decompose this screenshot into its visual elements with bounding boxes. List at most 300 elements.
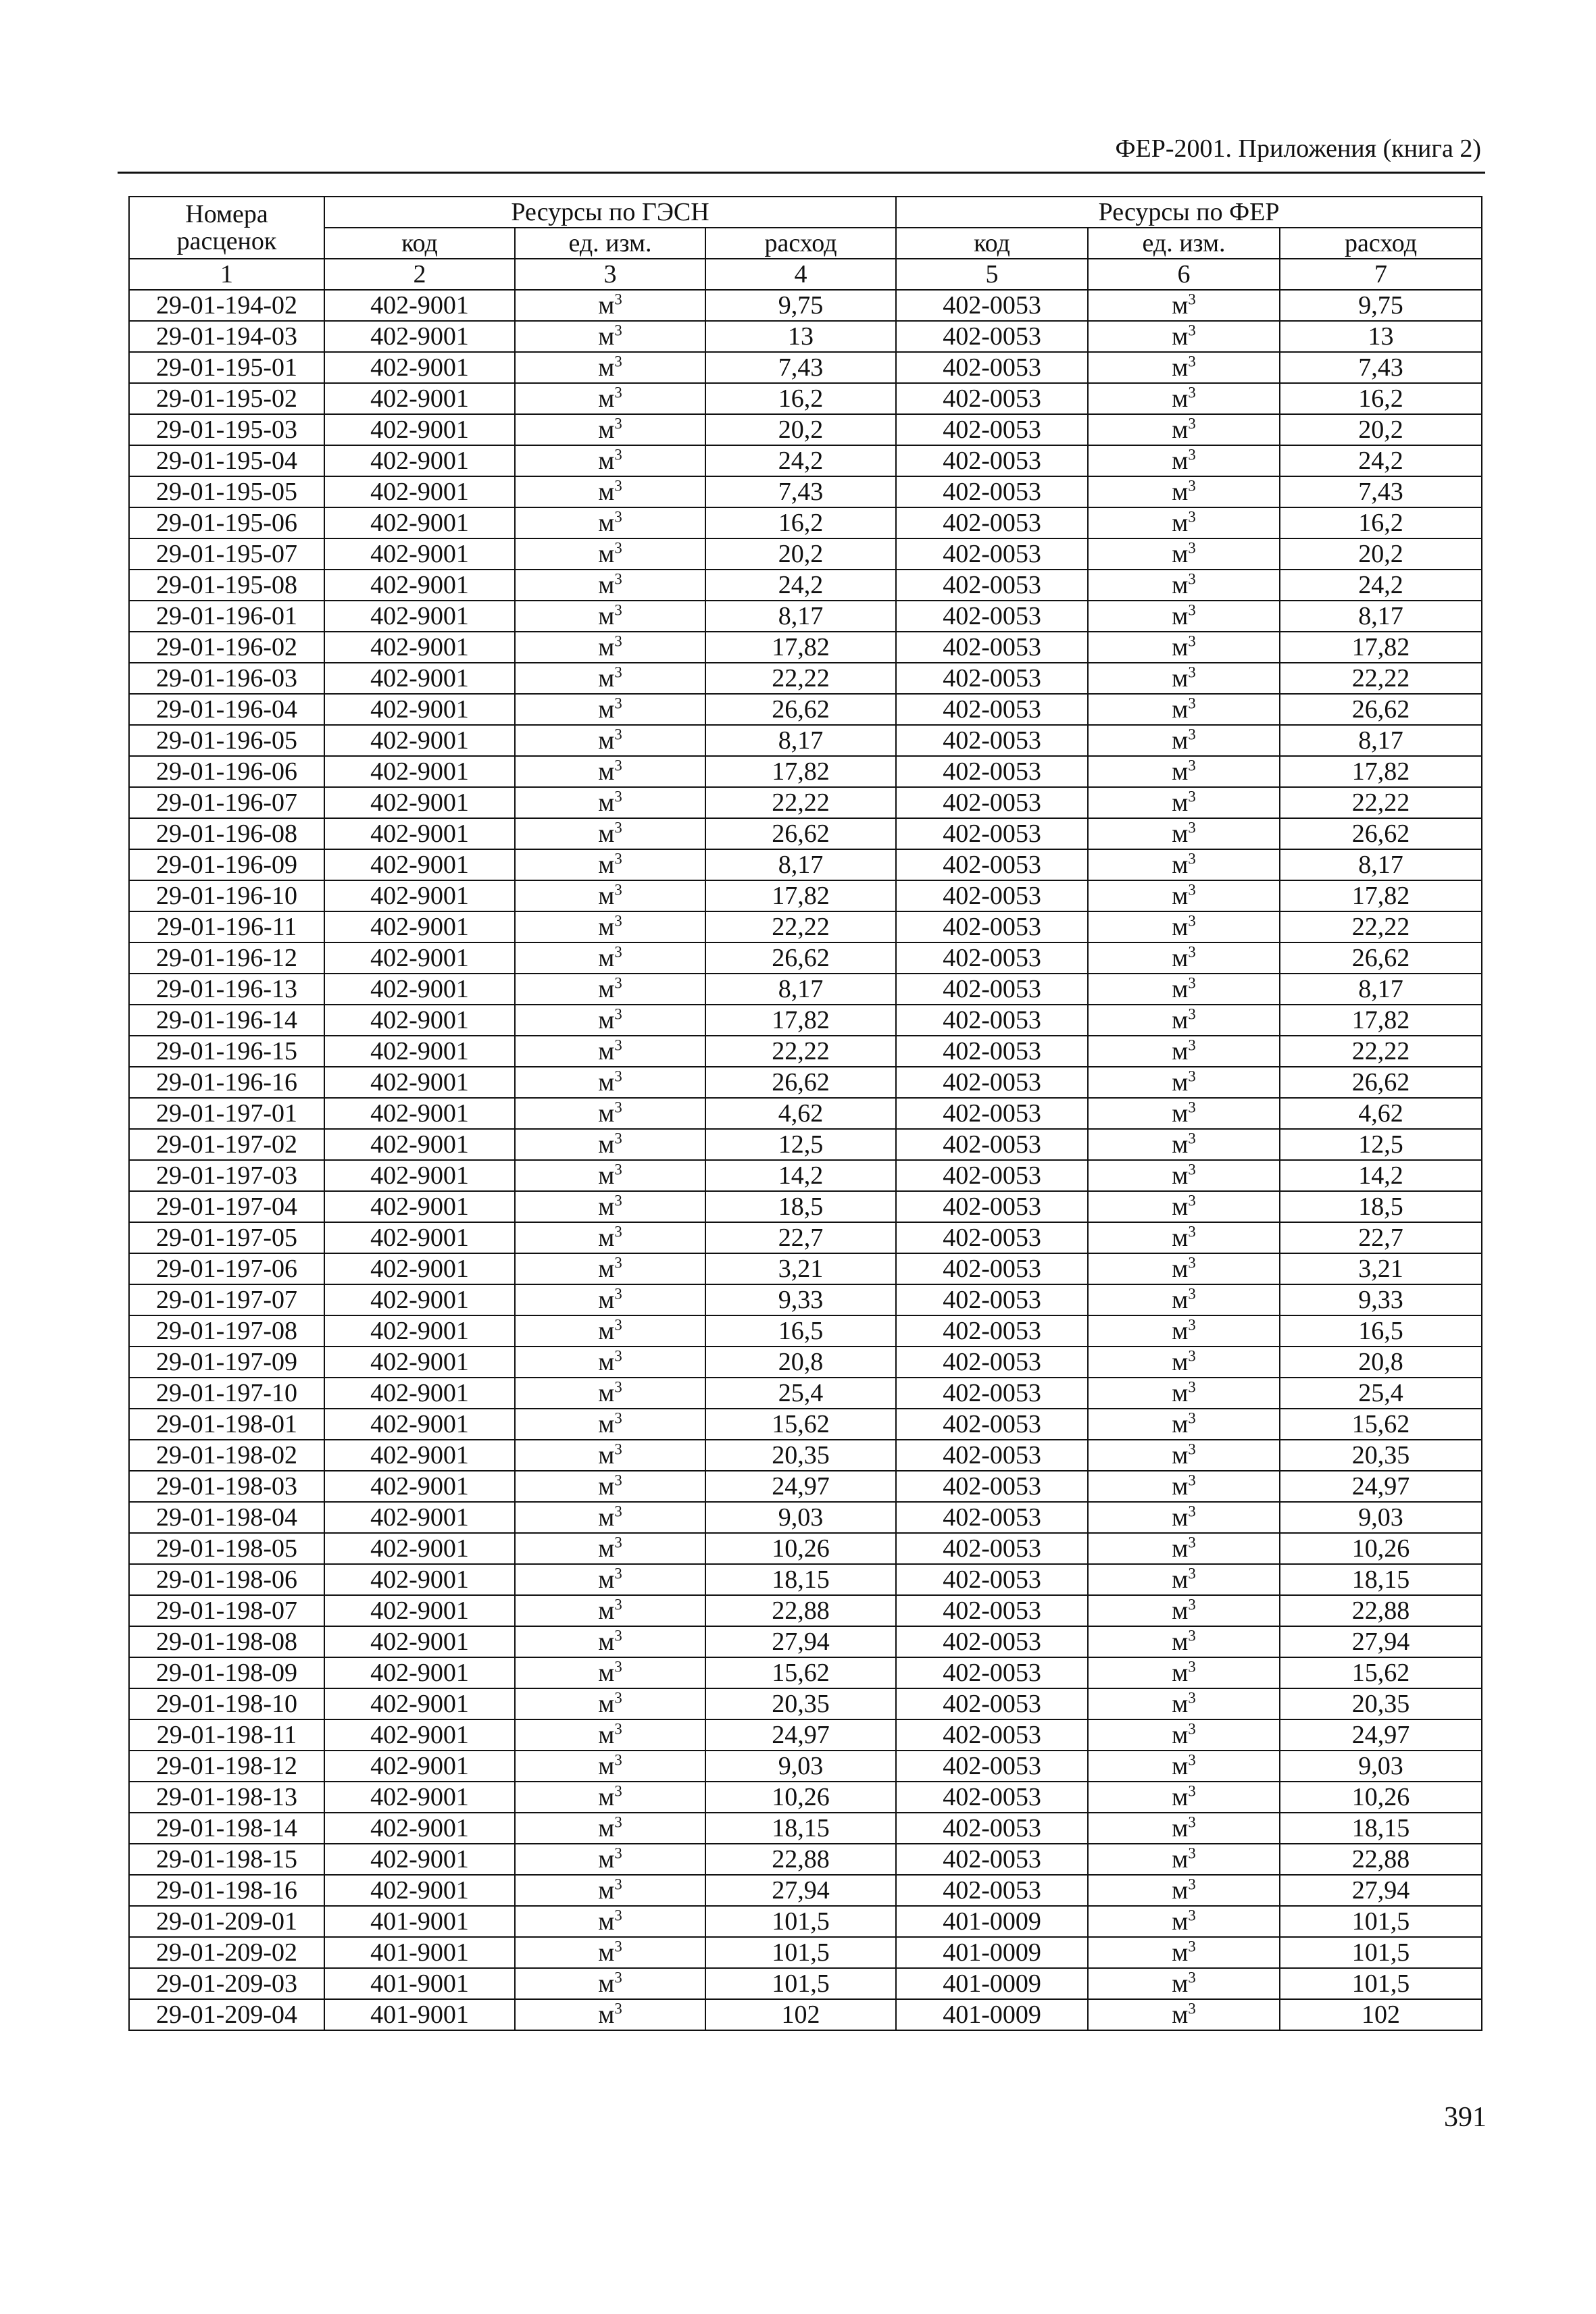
fer-code-cell: 401-0009 [896, 1906, 1088, 1937]
rate-number-cell: 29-01-196-01 [129, 601, 324, 632]
unit-base: м [1172, 1255, 1189, 1283]
fer-code-cell: 402-0053 [896, 694, 1088, 725]
gesn-unit-cell [515, 787, 705, 818]
unit-base: м [1172, 2001, 1189, 2029]
rate-number-cell: 29-01-198-12 [129, 1751, 324, 1782]
fer-amount-cell: 20,35 [1280, 1440, 1482, 1471]
unit-exponent: 3 [1188, 322, 1196, 339]
gesn-amount-cell: 22,22 [705, 787, 896, 818]
fer-code-cell: 401-0009 [896, 1968, 1088, 1999]
rate-number-cell: 29-01-198-07 [129, 1595, 324, 1626]
fer-amount-cell: 101,5 [1280, 1906, 1482, 1937]
unit-exponent: 3 [614, 384, 622, 401]
unit-base: м [598, 447, 615, 475]
fer-unit-cell [1088, 1160, 1280, 1191]
gesn-unit-cell [515, 1129, 705, 1160]
unit-exponent: 3 [1188, 1161, 1196, 1178]
rate-number-cell: 29-01-196-03 [129, 663, 324, 694]
unit-base: м [598, 1534, 615, 1563]
rate-number-cell: 29-01-198-05 [129, 1533, 324, 1564]
gesn-unit-cell [515, 1719, 705, 1751]
rate-number-cell: 29-01-195-03 [129, 414, 324, 445]
gesn-amount-cell: 14,2 [705, 1160, 896, 1191]
unit-exponent: 3 [1188, 1130, 1196, 1147]
unit-base: м [1172, 1192, 1189, 1221]
unit-exponent: 3 [614, 415, 622, 432]
unit-base: м [1172, 1130, 1189, 1159]
fer-code-cell: 402-0053 [896, 414, 1088, 445]
gesn-amount-cell: 18,15 [705, 1813, 896, 1844]
fer-amount-cell: 7,43 [1280, 476, 1482, 507]
unit-exponent: 3 [1188, 1876, 1196, 1893]
fer-unit-cell [1088, 1005, 1280, 1036]
gesn-unit-cell [515, 1844, 705, 1875]
gesn-unit-cell [515, 1005, 705, 1036]
fer-unit-cell [1088, 1098, 1280, 1129]
unit-exponent: 3 [1188, 415, 1196, 432]
table-row [129, 1347, 1482, 1378]
unit-base: м [598, 1255, 615, 1283]
unit-exponent: 3 [1188, 881, 1196, 899]
gesn-code-cell: 402-9001 [324, 694, 515, 725]
gesn-code-cell: 401-9001 [324, 1999, 515, 2030]
gesn-unit-cell [515, 1782, 705, 1813]
table-row [129, 1502, 1482, 1533]
fer-amount-header: расход [1280, 228, 1482, 259]
fer-amount-cell: 15,62 [1280, 1409, 1482, 1440]
gesn-code-cell: 402-9001 [324, 383, 515, 414]
gesn-unit-cell [515, 1036, 705, 1067]
fer-unit-cell [1088, 1844, 1280, 1875]
fer-amount-cell: 10,26 [1280, 1782, 1482, 1813]
unit-exponent: 3 [614, 508, 622, 526]
fer-amount-cell: 13 [1280, 321, 1482, 352]
gesn-amount-cell: 16,5 [705, 1315, 896, 1347]
unit-base: м [1172, 695, 1189, 724]
rate-number-cell: 29-01-198-16 [129, 1875, 324, 1906]
unit-exponent: 3 [1188, 695, 1196, 712]
gesn-amount-header: расход [705, 228, 896, 259]
rate-number-cell: 29-01-197-06 [129, 1253, 324, 1284]
gesn-amount-cell: 7,43 [705, 352, 896, 383]
rate-number-cell: 29-01-197-10 [129, 1378, 324, 1409]
fer-code-cell: 402-0053 [896, 1409, 1088, 1440]
unit-exponent: 3 [614, 477, 622, 495]
unit-base: м [1172, 1099, 1189, 1128]
unit-exponent: 3 [614, 1472, 622, 1489]
fer-code-cell: 402-0053 [896, 1657, 1088, 1688]
gesn-code-cell: 402-9001 [324, 1129, 515, 1160]
gesn-unit-cell [515, 911, 705, 942]
fer-unit-cell [1088, 694, 1280, 725]
fer-code-cell: 402-0053 [896, 1378, 1088, 1409]
unit-base: м [1172, 509, 1189, 537]
gesn-unit-cell [515, 445, 705, 476]
rate-number-cell: 29-01-196-08 [129, 818, 324, 849]
unit-exponent: 3 [1188, 1813, 1196, 1831]
fer-amount-cell: 26,62 [1280, 694, 1482, 725]
table-row [129, 911, 1482, 942]
gesn-unit-cell [515, 1253, 705, 1284]
table-row [129, 942, 1482, 974]
gesn-amount-cell: 9,33 [705, 1284, 896, 1315]
rate-number-cell: 29-01-196-09 [129, 849, 324, 880]
unit-exponent: 3 [614, 1347, 622, 1365]
column-number: 4 [705, 259, 896, 290]
gesn-amount-cell: 22,7 [705, 1222, 896, 1253]
fer-code-header: код [896, 228, 1088, 259]
rate-number-cell: 29-01-198-09 [129, 1657, 324, 1688]
unit-base: м [598, 757, 615, 786]
unit-base: м [1172, 1441, 1189, 1469]
fer-unit-cell [1088, 632, 1280, 663]
gesn-unit-cell [515, 756, 705, 787]
fer-amount-cell: 9,03 [1280, 1751, 1482, 1782]
fer-unit-cell [1088, 663, 1280, 694]
fer-code-cell: 402-0053 [896, 1595, 1088, 1626]
gesn-unit-cell [515, 632, 705, 663]
unit-base: м [598, 1814, 615, 1842]
gesn-amount-cell: 102 [705, 1999, 896, 2030]
unit-base: м [1172, 882, 1189, 910]
fer-unit-cell [1088, 1502, 1280, 1533]
unit-exponent: 3 [1188, 508, 1196, 526]
fer-amount-cell: 17,82 [1280, 632, 1482, 663]
unit-base: м [1172, 757, 1189, 786]
table-row [129, 1844, 1482, 1875]
unit-exponent: 3 [614, 912, 622, 930]
unit-base: м [598, 633, 615, 661]
fer-unit-cell [1088, 787, 1280, 818]
gesn-unit-cell [515, 1688, 705, 1719]
unit-base: м [598, 1410, 615, 1438]
column-number: 3 [515, 259, 705, 290]
unit-base: м [1172, 1628, 1189, 1656]
unit-exponent: 3 [614, 1689, 622, 1707]
gesn-amount-cell: 9,75 [705, 290, 896, 321]
gesn-amount-cell: 17,82 [705, 880, 896, 911]
gesn-amount-cell: 3,21 [705, 1253, 896, 1284]
gesn-amount-cell: 9,03 [705, 1502, 896, 1533]
unit-exponent: 3 [1188, 1565, 1196, 1582]
gesn-amount-cell: 7,43 [705, 476, 896, 507]
gesn-unit-cell [515, 1875, 705, 1906]
fer-code-cell: 402-0053 [896, 445, 1088, 476]
gesn-code-cell: 402-9001 [324, 1564, 515, 1595]
unit-base: м [1172, 944, 1189, 972]
fer-code-cell: 402-0053 [896, 1813, 1088, 1844]
gesn-amount-cell: 16,2 [705, 507, 896, 538]
unit-base: м [598, 1161, 615, 1190]
gesn-code-cell: 402-9001 [324, 1409, 515, 1440]
gesn-amount-cell: 22,88 [705, 1595, 896, 1626]
fer-unit-cell [1088, 1719, 1280, 1751]
fer-code-cell: 402-0053 [896, 632, 1088, 663]
fer-code-cell: 402-0053 [896, 974, 1088, 1005]
fer-code-cell: 402-0053 [896, 1005, 1088, 1036]
table-row [129, 849, 1482, 880]
table-row [129, 507, 1482, 538]
rate-number-cell: 29-01-196-14 [129, 1005, 324, 1036]
unit-base: м [1172, 1565, 1189, 1594]
gesn-unit-cell [515, 352, 705, 383]
unit-exponent: 3 [614, 322, 622, 339]
unit-base: м [598, 416, 615, 444]
col-rates-header [129, 197, 324, 259]
gesn-code-cell: 402-9001 [324, 849, 515, 880]
gesn-code-cell: 402-9001 [324, 1844, 515, 1875]
fer-amount-cell: 10,26 [1280, 1533, 1482, 1564]
fer-unit-cell [1088, 1378, 1280, 1409]
unit-base: м [598, 478, 615, 506]
group-gesn-header: Ресурсы по ГЭСН [324, 197, 896, 228]
unit-exponent: 3 [1188, 477, 1196, 495]
table-row [129, 321, 1482, 352]
gesn-amount-cell: 101,5 [705, 1906, 896, 1937]
header-rule [118, 172, 1485, 174]
unit-base: м [1172, 353, 1189, 382]
unit-exponent: 3 [614, 1503, 622, 1520]
fer-code-cell: 402-0053 [896, 787, 1088, 818]
col-rates-line1: Номера [185, 200, 268, 228]
unit-base: м [1172, 664, 1189, 693]
fer-unit-cell [1088, 1688, 1280, 1719]
unit-base: м [598, 1006, 615, 1034]
gesn-code-cell: 402-9001 [324, 601, 515, 632]
unit-base: м [1172, 540, 1189, 568]
unit-base: м [1172, 1503, 1189, 1532]
unit-exponent: 3 [614, 1067, 622, 1085]
unit-exponent: 3 [1188, 1844, 1196, 1862]
unit-exponent: 3 [1188, 1907, 1196, 1924]
fer-unit-cell [1088, 601, 1280, 632]
rate-number-cell: 29-01-196-16 [129, 1067, 324, 1098]
column-number: 7 [1280, 259, 1482, 290]
unit-base: м [1172, 1379, 1189, 1407]
fer-unit-cell [1088, 321, 1280, 352]
gesn-code-cell: 402-9001 [324, 1595, 515, 1626]
gesn-amount-cell: 27,94 [705, 1626, 896, 1657]
gesn-amount-cell: 15,62 [705, 1657, 896, 1688]
gesn-amount-cell: 17,82 [705, 756, 896, 787]
gesn-unit-cell [515, 942, 705, 974]
table-body [129, 290, 1482, 2030]
fer-code-cell: 402-0053 [896, 818, 1088, 849]
rate-number-cell: 29-01-198-03 [129, 1471, 324, 1502]
unit-base: м [1172, 1224, 1189, 1252]
unit-exponent: 3 [1188, 1036, 1196, 1054]
rate-number-cell: 29-01-196-02 [129, 632, 324, 663]
gesn-code-cell: 402-9001 [324, 1005, 515, 1036]
gesn-code-cell: 402-9001 [324, 787, 515, 818]
table-row [129, 538, 1482, 570]
unit-exponent: 3 [1188, 1534, 1196, 1551]
table-row [129, 725, 1482, 756]
unit-base: м [1172, 571, 1189, 599]
gesn-code-cell: 402-9001 [324, 756, 515, 787]
gesn-amount-cell: 8,17 [705, 725, 896, 756]
unit-exponent: 3 [614, 788, 622, 805]
fer-code-cell: 402-0053 [896, 290, 1088, 321]
unit-base: м [598, 1690, 615, 1718]
unit-exponent: 3 [614, 1378, 622, 1396]
fer-unit-cell [1088, 818, 1280, 849]
rate-number-cell: 29-01-194-03 [129, 321, 324, 352]
table-row [129, 1968, 1482, 1999]
unit-base: м [598, 1503, 615, 1532]
unit-exponent: 3 [1188, 1378, 1196, 1396]
table-row [129, 1533, 1482, 1564]
fer-code-cell: 402-0053 [896, 1471, 1088, 1502]
unit-exponent: 3 [614, 1813, 622, 1831]
unit-exponent: 3 [614, 1192, 622, 1209]
gesn-unit-cell [515, 1999, 705, 2030]
unit-exponent: 3 [1188, 1689, 1196, 1707]
gesn-code-cell: 402-9001 [324, 663, 515, 694]
fer-code-cell: 402-0053 [896, 942, 1088, 974]
unit-base: м [1172, 1410, 1189, 1438]
unit-base: м [598, 851, 615, 879]
unit-base: м [1172, 1721, 1189, 1749]
rate-number-cell: 29-01-198-15 [129, 1844, 324, 1875]
unit-base: м [598, 695, 615, 724]
gesn-code-header: код [324, 228, 515, 259]
fer-unit-cell [1088, 1036, 1280, 1067]
unit-base: м [598, 1286, 615, 1314]
gesn-amount-cell: 10,26 [705, 1533, 896, 1564]
unit-base: м [1172, 384, 1189, 413]
gesn-unit-cell [515, 1968, 705, 1999]
gesn-code-cell: 401-9001 [324, 1906, 515, 1937]
unit-exponent: 3 [614, 1907, 622, 1924]
fer-unit-header: ед. изм. [1088, 228, 1280, 259]
page-header: ФЕР-2001. Приложения (книга 2) [1115, 134, 1481, 163]
gesn-amount-cell: 24,97 [705, 1719, 896, 1751]
unit-base: м [1172, 1317, 1189, 1345]
unit-exponent: 3 [1188, 1005, 1196, 1023]
table-row [129, 818, 1482, 849]
gesn-code-cell: 402-9001 [324, 445, 515, 476]
gesn-amount-cell: 101,5 [705, 1968, 896, 1999]
gesn-unit-header: ед. изм. [515, 228, 705, 259]
table-row [129, 1471, 1482, 1502]
unit-base: м [598, 1783, 615, 1811]
table-row [129, 756, 1482, 787]
fer-amount-cell: 24,97 [1280, 1471, 1482, 1502]
unit-base: м [1172, 1907, 1189, 1936]
unit-base: м [1172, 1068, 1189, 1097]
gesn-unit-cell [515, 1906, 705, 1937]
unit-exponent: 3 [614, 850, 622, 867]
unit-exponent: 3 [1188, 446, 1196, 463]
fer-amount-cell: 102 [1280, 1999, 1482, 2030]
unit-exponent: 3 [1188, 539, 1196, 557]
gesn-unit-cell [515, 1657, 705, 1688]
unit-exponent: 3 [1188, 1192, 1196, 1209]
gesn-amount-cell: 18,5 [705, 1191, 896, 1222]
fer-code-cell: 402-0053 [896, 1129, 1088, 1160]
fer-unit-cell [1088, 1937, 1280, 1968]
rate-number-cell: 29-01-198-10 [129, 1688, 324, 1719]
fer-code-cell: 402-0053 [896, 1688, 1088, 1719]
unit-exponent: 3 [614, 291, 622, 308]
table-row [129, 1160, 1482, 1191]
table-row [129, 787, 1482, 818]
fer-amount-cell: 12,5 [1280, 1129, 1482, 1160]
unit-exponent: 3 [1188, 943, 1196, 961]
gesn-unit-cell [515, 383, 705, 414]
unit-exponent: 3 [1188, 1503, 1196, 1520]
unit-exponent: 3 [1188, 1223, 1196, 1240]
unit-exponent: 3 [614, 1658, 622, 1676]
gesn-code-cell: 402-9001 [324, 1626, 515, 1657]
fer-unit-cell [1088, 1347, 1280, 1378]
gesn-unit-cell [515, 507, 705, 538]
fer-unit-cell [1088, 849, 1280, 880]
gesn-code-cell: 402-9001 [324, 1160, 515, 1191]
fer-amount-cell: 22,88 [1280, 1595, 1482, 1626]
fer-unit-cell [1088, 1626, 1280, 1657]
gesn-code-cell: 402-9001 [324, 1315, 515, 1347]
unit-base: м [598, 944, 615, 972]
gesn-unit-cell [515, 1067, 705, 1098]
fer-unit-cell [1088, 352, 1280, 383]
gesn-code-cell: 402-9001 [324, 725, 515, 756]
unit-base: м [598, 384, 615, 413]
table-row [129, 880, 1482, 911]
fer-code-cell: 402-0053 [896, 321, 1088, 352]
fer-code-cell: 402-0053 [896, 383, 1088, 414]
table-row [129, 694, 1482, 725]
table-row [129, 1937, 1482, 1968]
unit-exponent: 3 [1188, 1720, 1196, 1738]
fer-amount-cell: 22,22 [1280, 787, 1482, 818]
fer-code-cell: 402-0053 [896, 756, 1088, 787]
fer-amount-cell: 27,94 [1280, 1626, 1482, 1657]
rate-number-cell: 29-01-196-11 [129, 911, 324, 942]
unit-base: м [598, 1472, 615, 1501]
table-row [129, 1067, 1482, 1098]
fer-amount-cell: 9,33 [1280, 1284, 1482, 1315]
gesn-code-cell: 402-9001 [324, 1688, 515, 1719]
gesn-code-cell: 402-9001 [324, 414, 515, 445]
rate-number-cell: 29-01-198-06 [129, 1564, 324, 1595]
table-row [129, 1906, 1482, 1937]
gesn-amount-cell: 25,4 [705, 1378, 896, 1409]
unit-base: м [598, 322, 615, 351]
fer-amount-cell: 4,62 [1280, 1098, 1482, 1129]
fer-unit-cell [1088, 974, 1280, 1005]
gesn-code-cell: 402-9001 [324, 1782, 515, 1813]
fer-code-cell: 402-0053 [896, 1284, 1088, 1315]
unit-base: м [1172, 1286, 1189, 1314]
gesn-unit-cell [515, 1284, 705, 1315]
unit-exponent: 3 [614, 726, 622, 743]
column-number: 1 [129, 259, 324, 290]
unit-exponent: 3 [1188, 1596, 1196, 1613]
gesn-amount-cell: 17,82 [705, 632, 896, 663]
table-row [129, 663, 1482, 694]
unit-exponent: 3 [614, 1005, 622, 1023]
unit-exponent: 3 [1188, 1782, 1196, 1800]
gesn-code-cell: 402-9001 [324, 507, 515, 538]
unit-base: м [598, 788, 615, 817]
gesn-amount-cell: 26,62 [705, 1067, 896, 1098]
unit-exponent: 3 [614, 1565, 622, 1582]
unit-exponent: 3 [1188, 353, 1196, 370]
unit-exponent: 3 [614, 1627, 622, 1644]
unit-base: м [598, 1379, 615, 1407]
